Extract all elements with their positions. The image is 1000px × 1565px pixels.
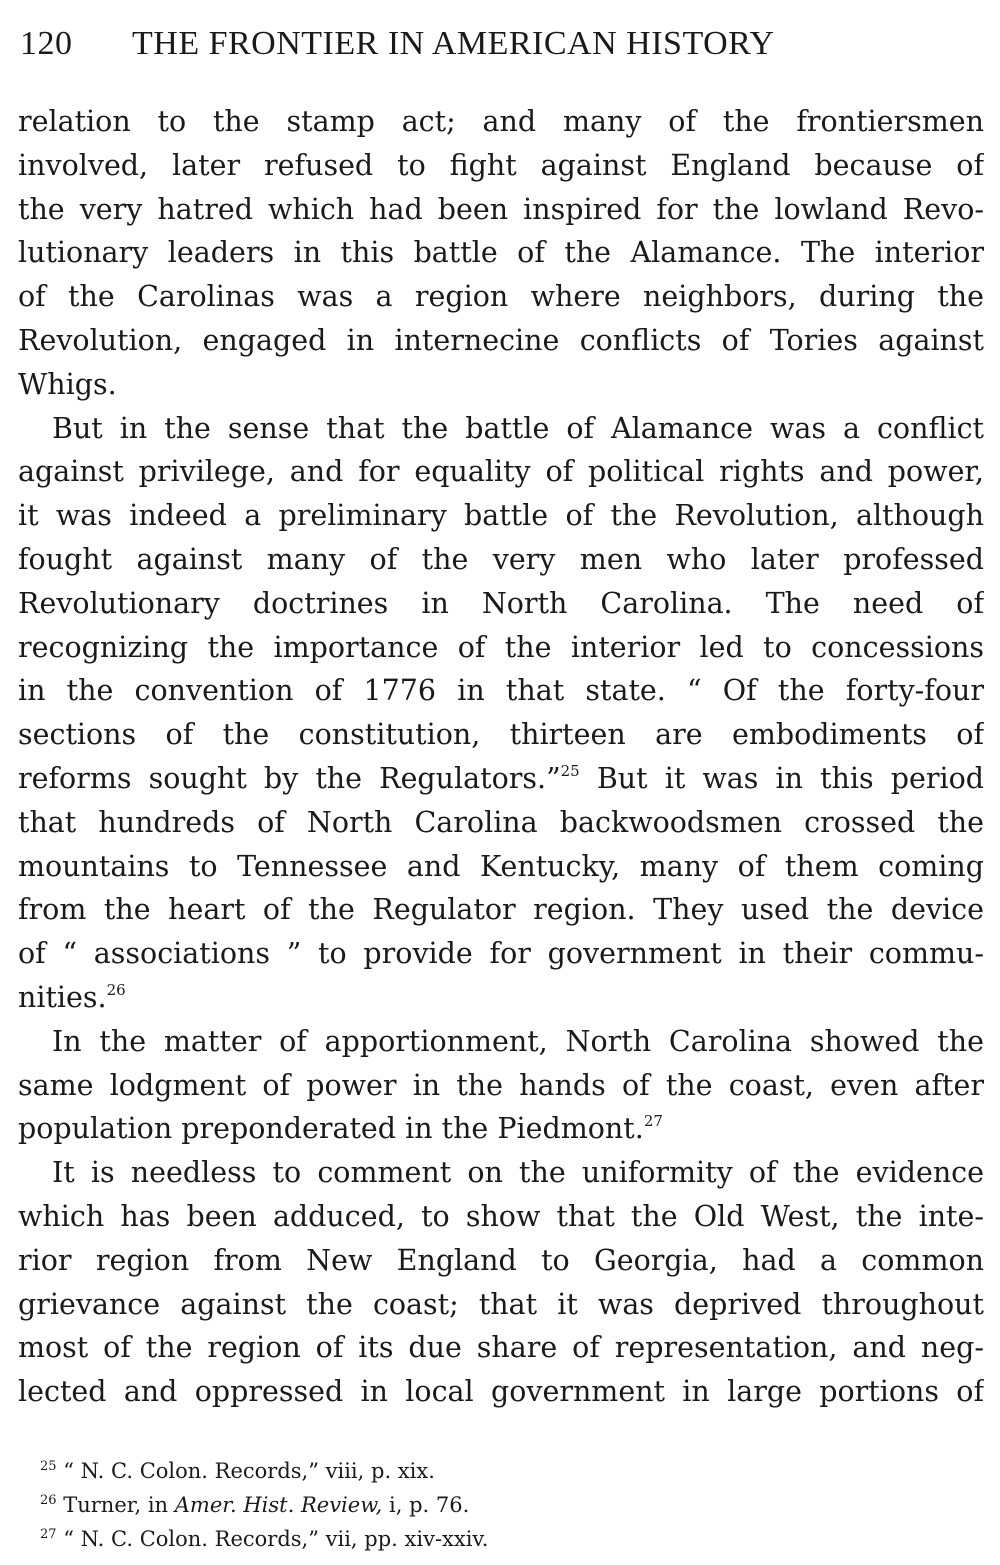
footnote-number: 26 xyxy=(40,1493,57,1508)
text-line-with-note xyxy=(18,976,984,1020)
text-line: sections of the constitution, thirteen are embodiments of xyxy=(18,718,984,752)
text-line: grievance against the coast; that it was deprived throughout xyxy=(18,1287,984,1321)
text-line: of the Carolinas was a region where neighbors, during the xyxy=(18,280,984,314)
text-line-with-note xyxy=(18,757,984,801)
text-line: In the matter of apportionment, North Carolina showed the xyxy=(52,1024,984,1058)
footnote-ref-26: 26 xyxy=(106,980,126,999)
text-fragment: But it was in this period xyxy=(596,761,984,795)
text-line: from the heart of the Regulator region. They used the device xyxy=(18,893,984,927)
text-line: against privilege, and for equality of political rights and power, xyxy=(18,455,984,489)
text-line: that hundreds of North Carolina backwoodsmen crossed the xyxy=(18,805,984,839)
body-text xyxy=(18,100,984,1414)
footnotes xyxy=(40,1454,740,1556)
text-fragment: nities. xyxy=(18,980,107,1014)
footnote-27 xyxy=(40,1522,740,1556)
text-line: rior region from New England to Georgia, had a common xyxy=(18,1243,984,1277)
footnote-26 xyxy=(40,1488,740,1522)
text-line-with-note xyxy=(18,1107,984,1151)
footnote-journal-title: Amer. Hist. Review, xyxy=(174,1493,383,1517)
footnote-number: 27 xyxy=(40,1527,57,1542)
text-line: of “ associations ” to provide for government in their commu- xyxy=(18,937,984,971)
running-head xyxy=(20,22,980,66)
text-line: Whigs. xyxy=(18,367,117,401)
page-number: 120 xyxy=(20,25,73,62)
text-line: in the convention of 1776 in that state. “ Of the forty-four xyxy=(18,674,984,708)
text-line: fought against many of the very men who later professed xyxy=(18,542,984,576)
text-line: Revolution, engaged in internecine conflicts of Tories against xyxy=(18,323,984,357)
text-line: involved, later refused to fight against England because of xyxy=(18,148,984,182)
text-line: relation to the stamp act; and many of the frontiersmen xyxy=(18,105,984,138)
text-line: lutionary leaders in this battle of the Alamance. The interior xyxy=(18,236,984,270)
footnote-text: “ N. C. Colon. Records,” vii, pp. xiv-xxiv. xyxy=(63,1527,489,1551)
text-line: same lodgment of power in the hands of the coast, even after xyxy=(18,1068,984,1102)
text-line: it was indeed a preliminary battle of the Revolution, although xyxy=(18,499,984,533)
footnote-number: 25 xyxy=(40,1459,57,1474)
text-line: lected and oppressed in local government in large portions of xyxy=(18,1375,984,1409)
footnote-ref-27: 27 xyxy=(643,1112,663,1131)
text-line: But in the sense that the battle of Alamance was a conflict xyxy=(52,411,984,445)
text-line: the very hatred which had been inspired for the lowland Revo- xyxy=(18,192,984,226)
text-fragment: population preponderated in the Piedmont. xyxy=(18,1112,644,1146)
footnote-ref-25: 25 xyxy=(560,761,580,780)
text-line: recognizing the importance of the interior led to concessions xyxy=(18,630,984,664)
text-line: most of the region of its due share of representation, and neg- xyxy=(18,1331,984,1365)
text-line: mountains to Tennessee and Kentucky, many of them coming xyxy=(18,849,984,883)
footnote-text: “ N. C. Colon. Records,” viii, p. xix. xyxy=(63,1459,435,1483)
footnote-text: i, p. 76. xyxy=(382,1493,470,1517)
text-line: It is needless to comment on the uniformity of the evidence xyxy=(52,1156,984,1190)
text-line: Revolutionary doctrines in North Carolina. The need of xyxy=(18,586,984,620)
text-fragment: reforms sought by the Regulators.” xyxy=(18,761,561,795)
footnote-text: Turner, in xyxy=(63,1493,175,1517)
footnote-25 xyxy=(40,1454,740,1488)
text-line: which has been adduced, to show that the Old West, the inte- xyxy=(18,1199,984,1233)
running-title: THE FRONTIER IN AMERICAN HISTORY xyxy=(132,25,775,62)
